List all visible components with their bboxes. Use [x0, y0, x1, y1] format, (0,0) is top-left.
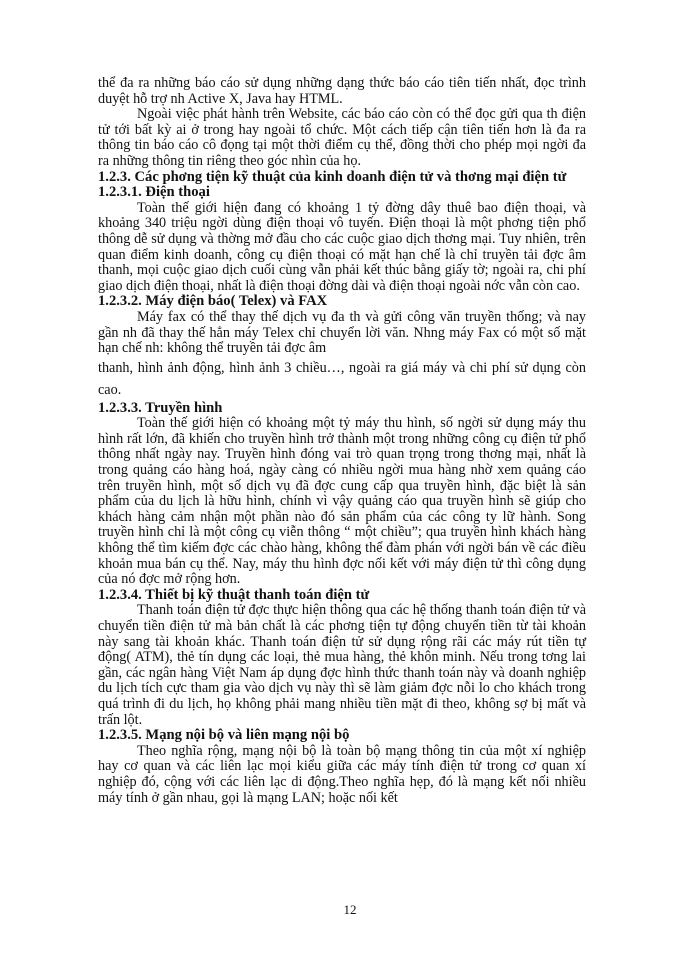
paragraph-fax-part1: Máy fax có thể thay thế dịch vụ đa th và gửi công văn truyền thống; và nay gần nh đã thay thế hẳn máy Telex chỉ chuyển lời văn. Nhng máy Fax có một số mặt hạn chế nh: không thể truyền tải đợc âm — [98, 308, 586, 357]
paragraph-telephone: Toàn thế giới hiện đang có khoảng 1 tỷ đờng dây thuê bao điện thoại, và khoảng 340 triệu ngời dùng điện thoại vô tuyến. Điện thoại là một phơng tiện phổ thông dễ sử dụng và thờng mở đầu cho các cuộc giao dịch thơng mại. Tuy nhiên, trên quan điểm kinh doanh, công cụ điện thoại có mặt hạn chế là chỉ truyền tải đợc âm thanh, mọi cuộc giao dịch cuối cùng vẫn phải kết thúc bằng giấy tờ; ngoài ra, chi phí giao dịch điện thoại, nhất là điện thoại đờng dài và điện thoại ngoài nớc vẫn còn cao. — [98, 199, 586, 294]
document-page — [98, 76, 586, 806]
paragraph-report-formats: thể đa ra những báo cáo sử dụng những dạng thức báo cáo tiên tiến nhất, đọc trình duyệt hỗ trợ nh Active X, Java hay HTML. — [98, 75, 586, 107]
paragraph-report-distribution: Ngoài việc phát hành trên Website, các báo cáo còn có thể đọc gửi qua th điện tử tới bất kỳ ai ở trong hay ngoài tổ chức. Một cách tiếp cận tiên tiến hơn là đa ra thông tin báo cáo cô đọng tại một thời điểm cụ thể, đồng thời cho phép mọi ngời đa ra những thông tin riêng theo góc nhìn của họ. — [98, 106, 586, 169]
page-number: 12 — [343, 902, 357, 917]
paragraph-intranet: Theo nghĩa rộng, mạng nội bộ là toàn bộ mạng thông tin của một xí nghiệp hay cơ quan và các liên lạc mọi kiểu giữa các máy tính điện tử trong cơ quan xí nghiệp đó, cộng với các liên lạc di động.Theo nghĩa hẹp, đó là mạng kết nối nhiều máy tính ở gần nhau, gọi là mạng LAN; hoặc nối kết — [98, 742, 586, 806]
paragraph-fax-part2: thanh, hình ảnh động, hình ảnh 3 chiều…, ngoài ra giá máy và chi phí sử dụng còn cao. — [98, 359, 586, 398]
heading-1-2-3-4: 1.2.3.4. Thiết bị kỹ thuật thanh toán điện tử — [98, 586, 370, 603]
heading-1-2-3: 1.2.3. Các phơng tiện kỹ thuật của kinh doanh điện tử và thơng mại điện tử — [98, 168, 567, 185]
paragraph-electronic-payment: Thanh toán điện tử đợc thực hiện thông qua các hệ thống thanh toán điện tử và chuyển tiền điện tử mà bản chất là các phơng tiện tự động chuyển tiền từ tài khoản này sang tài khoản khác. Thanh toán điện tử sử dụng rộng rãi các máy rút tiền tự động( ATM), thẻ tín dụng các loại, thẻ mua hàng, thẻ khôn minh. Nếu trong tơng lai gần, các ngân hàng Việt Nam áp dụng đợc hình thức thanh toán này và doanh nghiệp du lịch tích cực tham gia vào dịch vụ này thì sẽ làm giảm đợc nỗi lo cho khách trong quá trình đi du lịch, họ không phải mang nhiều tiền mặt đi theo, không sợ bị mất và trấn lột. — [98, 602, 586, 728]
heading-1-2-3-1: 1.2.3.1. Điện thoại — [98, 184, 210, 201]
heading-1-2-3-2: 1.2.3.2. Máy điện báo( Telex) và FAX — [98, 293, 328, 310]
heading-1-2-3-5: 1.2.3.5. Mạng nội bộ và liên mạng nội bộ — [98, 727, 350, 744]
paragraph-television: Toàn thế giới hiện có khoảng một tỷ máy thu hình, số ngời sử dụng máy thu hình rất lớn, đã khiến cho truyền hình trở thành một trong những công cụ điện tử phổ thông nhất ngày nay. Truyền hình đóng vai trò quan trọng trong thơng mại, nhất là trong quảng cáo hàng hoá, ngày càng có nhiều ngời mua hàng nhờ xem quảng cáo trên truyền hình, một số dịch vụ đã đợc cung cấp qua truyền hình, đặc biệt là sản phẩm của du lịch là hữu hình, chính vì vậy quảng cáo qua truyền hình sẽ giúp cho khách hàng cảm nhận một phần nào đó sản phẩm của các công ty lữ hành. Song truyền hình chỉ là một công cụ viễn thông “ một chiều”; qua truyền hình khách hàng không thể tìm kiếm đợc các chào hàng, không thể đàm phán với ngời bán về các điều khoản mua bán cụ thể. Nay, máy thu hình đợc nối kết với máy điện tử thì công dụng của nó đợc mở rộng hơn. — [98, 415, 586, 588]
heading-1-2-3-3: 1.2.3.3. Truyền hình — [98, 399, 223, 416]
